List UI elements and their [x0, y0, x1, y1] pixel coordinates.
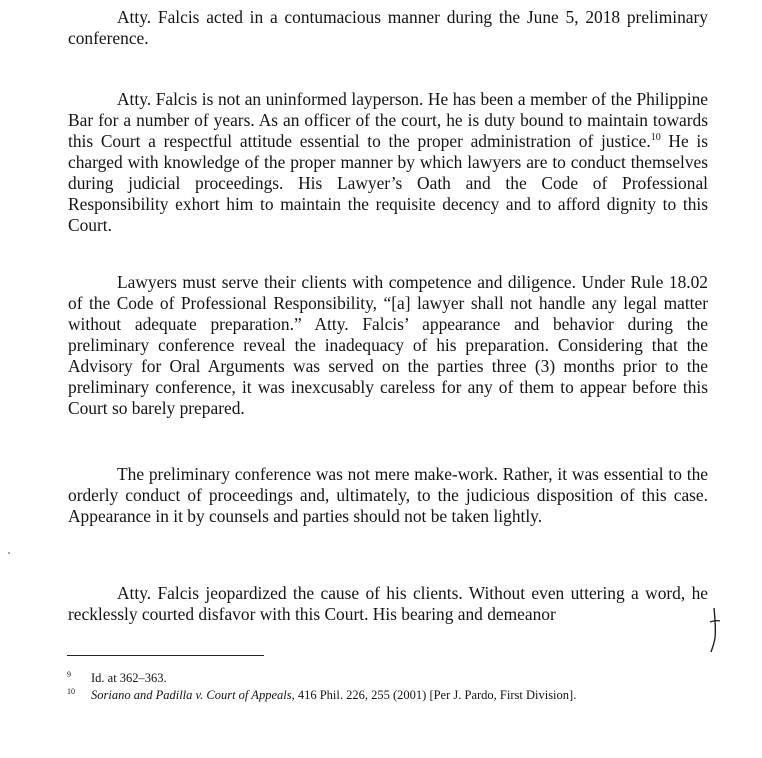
citation: , 416 Phil. 226, 255 (2001) [Per J. Pardo, First Division]. [291, 688, 577, 702]
paragraph-3: Lawyers must serve their clients with competence and diligence. Under Rule 18.02 of the Code of Professional Responsibility, “[a] lawyer shall not handle any legal matter without adequate preparation.” Atty. Falcis’ appearance and behavior during the preliminary conference reveal the inadequacy of his preparation. Considering that the Advisory for Oral Arguments was served on the parties three (3) months prior to the preliminary conference, it was inexcusably careless for any of them to appear before this Court so barely prepared. [68, 272, 708, 418]
handwritten-mark [703, 606, 723, 654]
footnote-number: 9 [67, 670, 71, 679]
paragraph-4: The preliminary conference was not mere make-work. Rather, it was essential to the orderly conduct of proceedings and, ultimately, to the judicious disposition of this case. Appearance in it by counsels and parties should not be taken lightly. [68, 464, 708, 526]
footnote-10 [67, 684, 576, 703]
footnote-ref-10: 10 [650, 132, 661, 143]
footnote-text: Id. at 362–363. [91, 671, 167, 685]
case-name: Soriano and Padilla v. Court of Appeals [91, 688, 292, 702]
paragraph-5: Atty. Falcis jeopardized the cause of his clients. Without even uttering a word, he recklessly courted disfavor with this Court. His bearing and demeanor [68, 583, 708, 624]
footnote-number: 10 [67, 687, 75, 696]
scan-speck [8, 552, 10, 554]
footnote-divider [67, 655, 264, 656]
paragraph-2: Atty. Falcis is not an uninformed layperson. He has been a member of the Philippine Bar for a number of years. As an officer of the court, he is duty bound to maintain towards this Court a respectful attitude essential to the proper administration of justice.$^{10}$ He is charged with knowledge of the proper manner by which lawyers are to conduct themselves during judicial proceedings. His Lawyer’s Oath and the Code of Professional Responsibility exhort him to maintain the requisite decency and to afford dignity to this Court. [68, 89, 708, 235]
paragraph-1: Atty. Falcis acted in a contumacious manner during the June 5, 2018 preliminary conference. [68, 7, 708, 48]
